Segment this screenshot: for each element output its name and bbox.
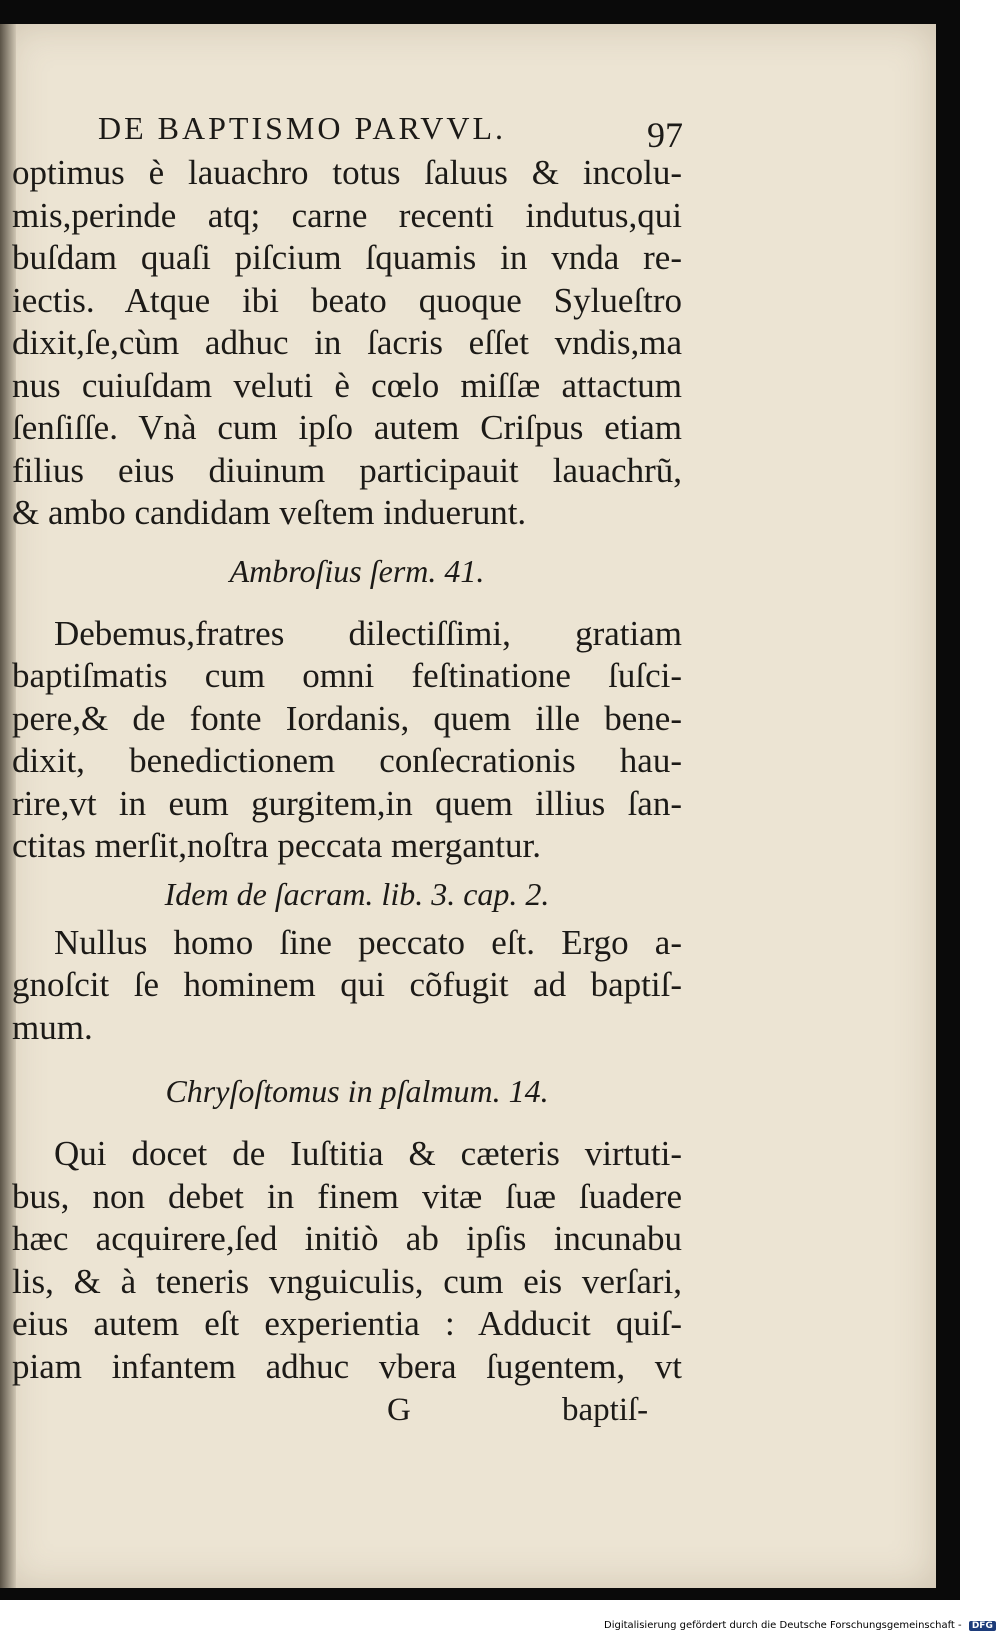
dfg-logo: DFG <box>969 1621 996 1631</box>
text-line: eius autem eſt experientia : Adducit quiſ- <box>12 1304 682 1343</box>
section-heading: Ambroſius ſerm. 41. <box>229 552 485 589</box>
text-line: Nullus homo ſine peccato eſt. Ergo a- <box>54 922 682 962</box>
text-line: optimus è lauachro totus ſaluus & incolu- <box>12 153 682 192</box>
text-line: hæc acquirere,ſed initiò ab ipſis incunabu <box>12 1219 682 1258</box>
text-line: baptiſmatis cum omni feſtinatione ſuſci- <box>12 656 682 695</box>
text-line: & ambo candidam veſtem induerunt. <box>12 493 527 532</box>
text-line: buſdam quaſi piſcium ſquamis in vnda re- <box>12 238 682 277</box>
text-line: mis,perinde atq; carne recenti indutus,qui <box>12 195 682 235</box>
section-ambrosius <box>12 549 682 868</box>
text-line: filius eius diuinum participauit lauachrũ, <box>12 450 682 490</box>
text-line: dixit,ſe,cùm adhuc in ſacris eſſet vndis,ma <box>12 323 682 362</box>
text-line: dixit, benedictionem conſecrationis hau- <box>12 741 682 780</box>
section-idem <box>12 872 682 1050</box>
section-heading: Idem de ſacram. lib. 3. cap. 2. <box>164 875 550 912</box>
text-line: Debemus,fratres dilectiſſimi, gratiam <box>54 613 682 653</box>
text-line: nus cuiuſdam veluti è cœlo miſſæ attactum <box>12 365 682 405</box>
text-line: ſenſiſſe. Vnà cum ipſo autem Criſpus etiam <box>12 408 682 447</box>
text-line: rire,vt in eum gurgitem,in quem illius ſan- <box>12 783 682 823</box>
text-line: mum. <box>12 1007 93 1047</box>
funding-footer <box>604 1620 996 1631</box>
text-line: bus, non debet in finem vitæ ſuæ ſuadere <box>12 1176 682 1216</box>
text-line: lis, & à teneris vnguiculis, cum eis verſari, <box>12 1261 682 1301</box>
text-line: ctitas merſit,noſtra peccata mergantur. <box>12 826 541 865</box>
section-sylvester <box>12 152 682 535</box>
running-title: DE BAPTISMO PARVVL. <box>98 110 506 146</box>
funding-text: Digitalisierung gefördert durch die Deutsche Forschungsgemeinschaft - <box>604 1620 962 1631</box>
page-number: 97 <box>647 115 683 155</box>
running-head <box>12 100 683 155</box>
text-line: gnoſcit ſe hominem qui cõfugit ad baptiſ- <box>12 965 682 1004</box>
catchword: baptiſ- <box>562 1392 649 1428</box>
text-line: Qui docet de Iuſtitia & cæteris virtuti- <box>54 1134 682 1173</box>
text-block <box>12 100 682 1432</box>
section-chrysostomus <box>12 1069 682 1388</box>
text-line: piam infantem adhuc vbera ſugentem, vt <box>12 1346 682 1386</box>
page-foot <box>12 1388 682 1432</box>
signature-mark: G <box>387 1392 411 1428</box>
text-line: iectis. Atque ibi beato quoque Sylueſtro <box>12 280 682 320</box>
text-line: pere,& de fonte Iordanis, quem ille bene- <box>12 698 682 738</box>
section-heading: Chryſoſtomus in pſalmum. 14. <box>165 1073 549 1109</box>
